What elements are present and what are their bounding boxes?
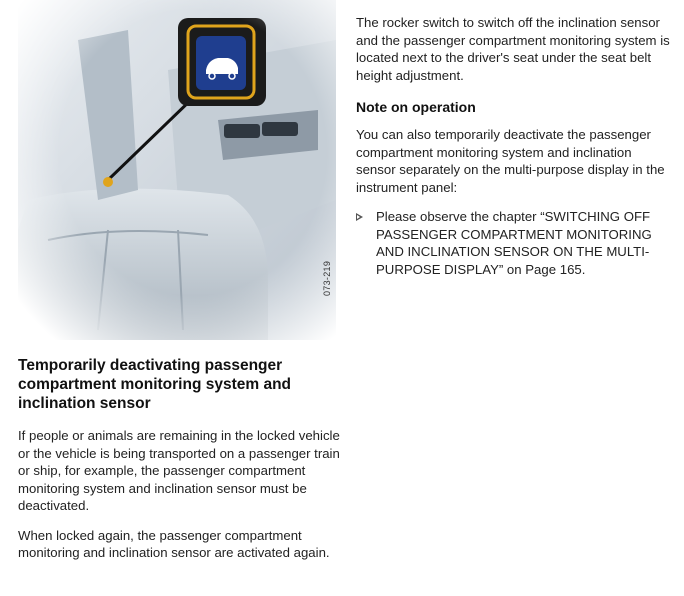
triangle-bullet-icon <box>356 213 363 221</box>
car-interior-illustration <box>18 0 336 340</box>
illustration-figure <box>18 0 336 340</box>
right-column <box>356 14 674 278</box>
paragraph-2: When locked again, the passenger compartment monitoring and inclination sensor are activated again. <box>18 527 330 560</box>
note-heading: Note on operation <box>356 99 476 115</box>
section-heading: Temporarily deactivating passenger compartment monitoring system and inclination sensor <box>18 357 292 412</box>
note-paragraph: You can also temporarily deactivate the passenger compartment monitoring system and inclination sensor separately on the multi-purpose display in the instrument panel: <box>356 127 665 195</box>
intro-paragraph: The rocker switch to switch off the inclination sensor and the passenger compartment monitoring system is located next to the driver's seat under the seat belt height adjustment. <box>356 15 670 83</box>
left-column <box>18 356 340 574</box>
paragraph-1: If people or animals are remaining in the locked vehicle or the vehicle is being transported on a passenger train or ship, for example, the passenger compartment monitoring system and inclination sensor must be deactivated. <box>18 428 340 513</box>
bullet-item <box>356 208 674 278</box>
bullet-text: Please observe the chapter “SWITCHING OFF PASSENGER COMPARTMENT MONITORING AND INCLINATION SENSOR ON THE MULTI-PURPOSE DISPLAY” on Page 165. <box>376 209 652 277</box>
figure-code: 073-219 <box>322 260 332 296</box>
